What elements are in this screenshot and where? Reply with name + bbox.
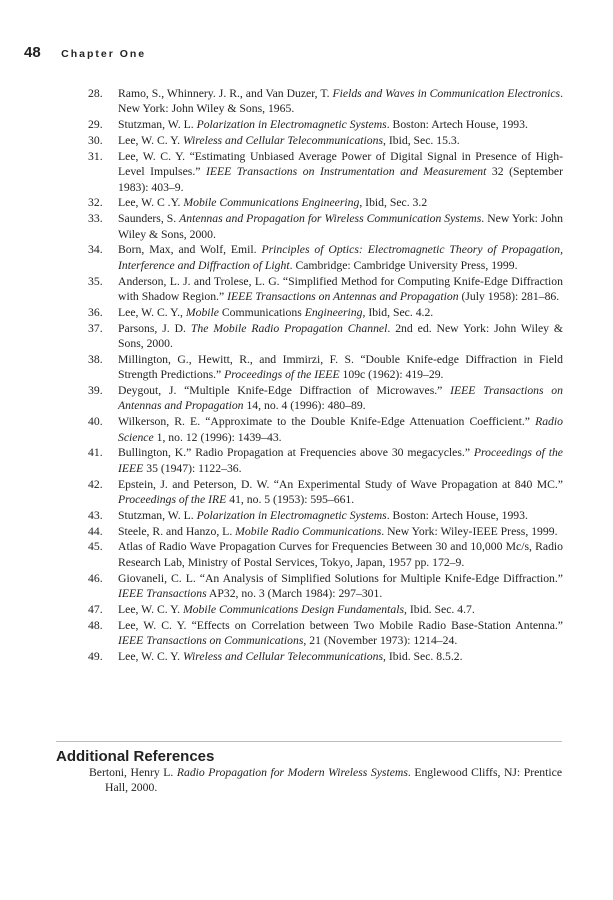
reference-text: Lee, W. C. Y. “Estimating Unbiased Average Power of Digital Signal in Presence of High-Level Impulses.” [118, 149, 563, 179]
section-heading: Additional References [56, 748, 215, 765]
reference-title: IEEE Transactions on Communications [118, 634, 304, 648]
reference-text: , Ibid. Sec. 8.5.2. [383, 649, 463, 663]
reference-item [88, 321, 563, 352]
reference-number: 34. [88, 243, 103, 257]
reference-number: 46. [88, 571, 103, 585]
reference-number: 36. [88, 305, 103, 319]
reference-text: Atlas of Radio Wave Propagation Curves for Frequencies Between 30 and 10,000 Mc/s, Radio Research Lab, Ministry of Postal Services, Tokyo, Japan, 1957 pp. 172–9. [118, 540, 563, 569]
reference-number: 30. [88, 134, 103, 147]
reference-number: 39. [88, 384, 103, 398]
reference-text: . Cambridge: Cambridge University Press, 1999. [289, 258, 518, 272]
reference-number: 31. [88, 149, 103, 163]
reference-list [88, 86, 563, 665]
additional-reference-item [89, 765, 562, 796]
reference-text: 35 (1947): 1122–36. [143, 461, 242, 475]
reference-title: Wireless and Cellular Telecommunications [182, 649, 384, 663]
additional-reference-list [56, 765, 562, 796]
reference-text: Lee, W. C. Y., [118, 305, 186, 319]
reference-title: Engineering [304, 305, 363, 319]
reference-item [88, 524, 563, 539]
reference-title: Mobile [185, 305, 219, 319]
reference-number: 48. [88, 618, 103, 632]
reference-title: Mobile Communications Design Fundamentals [182, 602, 405, 616]
reference-title: Fields and Waves in Communication Electronics [332, 87, 561, 100]
reference-text: . 2nd ed. New York: John Wiley & Sons, 2000. [118, 321, 563, 351]
reference-text: . New York: John Wiley & Sons, 1965. [118, 87, 563, 116]
chapter-title: Chapter One [61, 48, 147, 60]
reference-item [88, 149, 563, 195]
reference-text: Lee, W. C. Y. [118, 134, 183, 147]
reference-text: 32 (September 1983): 403–9. [118, 165, 563, 194]
reference-text: . Englewood Cliffs, NJ: Prentice Hall, 2000. [105, 766, 563, 795]
reference-number: 41. [88, 446, 103, 460]
page-header [24, 44, 146, 62]
reference-number: 29. [88, 118, 103, 132]
reference-text: . New York: Wiley-IEEE Press, 1999. [381, 524, 558, 538]
reference-text: . Boston: Artech House, 1993. [386, 118, 528, 132]
reference-text: Bullington, K.” Radio Propagation at Frequencies above 30 megacycles.” [118, 446, 474, 460]
reference-text: Lee, W. C. Y. [118, 602, 183, 616]
reference-text: Parsons, J. D. [118, 321, 191, 335]
reference-text: 109c (1962): 419–29. [339, 368, 444, 382]
reference-item [88, 117, 563, 132]
reference-item [88, 602, 563, 617]
reference-title: IEEE Transactions [118, 587, 207, 601]
reference-item [88, 305, 563, 320]
reference-text: Steele, R. and Hanzo, L. [118, 524, 236, 538]
reference-text: Anderson, L. J. and Trolese, L. G. “Simplified Method for Computing Knife-Edge Diffraction with Shadow Region.” [118, 274, 563, 304]
reference-item [88, 383, 563, 414]
reference-text: Millington, G., Hewitt, R., and Immirzi, F. S. “Double Knife-edge Diffraction in Field Strength Predictions.” [118, 352, 563, 382]
reference-text: . New York: John Wiley & Sons, 2000. [118, 212, 563, 241]
reference-number: 38. [88, 352, 103, 366]
reference-item [88, 352, 563, 383]
reference-title: Radio Propagation for Modern Wireless Systems [176, 766, 408, 779]
reference-title: Polarization in Electromagnetic Systems [196, 508, 387, 522]
reference-text: . Boston: Artech House, 1993. [386, 508, 528, 522]
reference-item [88, 445, 563, 476]
reference-text: Stutzman, W. L. [118, 508, 197, 522]
reference-text: Born, Max, and Wolf, Emil. [118, 243, 262, 257]
reference-item [88, 414, 563, 445]
reference-text: Lee, W. C .Y. [118, 196, 184, 210]
reference-number: 28. [88, 87, 103, 100]
reference-title: Mobile Communications Engineering [183, 196, 360, 210]
reference-text: , Ibid, Sec. 3.2 [359, 196, 428, 210]
section-divider [56, 741, 562, 742]
reference-number: 49. [88, 649, 103, 663]
reference-text: , Ibid, Sec. 4.2. [362, 305, 434, 319]
reference-text: (July 1958): 281–86. [458, 290, 560, 304]
reference-text: 41, no. 5 (1953): 595–661. [226, 493, 355, 507]
reference-item [88, 86, 563, 117]
reference-text: , 21 (November 1973): 1214–24. [303, 634, 458, 648]
page-number: 48 [24, 44, 41, 61]
reference-text: Stutzman, W. L. [118, 118, 197, 132]
reference-text: 1, no. 12 (1996): 1439–43. [153, 430, 282, 444]
reference-item [88, 274, 563, 305]
reference-title: Principles of Optics: Electromagnetic Theory of Propagation, Interference and Diffraction of Light [118, 243, 564, 272]
reference-text: Deygout, J. “Multiple Knife-Edge Diffraction of Microwaves.” [118, 384, 451, 398]
reference-number: 40. [88, 415, 103, 429]
reference-item [88, 571, 563, 602]
reference-title: IEEE Transactions on Instrumentation and Measurement [205, 165, 487, 179]
reference-title: IEEE Transactions on Antennas and Propagation [227, 290, 459, 304]
reference-item [88, 477, 563, 508]
reference-title: Radio Science [118, 415, 563, 444]
reference-title: Proceedings of the IEEE [118, 446, 563, 475]
reference-title: The Mobile Radio Propagation Channel [190, 321, 388, 335]
reference-number: 44. [88, 524, 103, 538]
reference-number: 33. [88, 212, 103, 226]
reference-number: 47. [88, 602, 103, 616]
reference-number: 32. [88, 196, 103, 210]
reference-text: Wilkerson, R. E. “Approximate to the Double Knife-Edge Attenuation Coefficient.” [118, 415, 536, 429]
reference-text: Lee, W. C. Y. [118, 649, 183, 663]
reference-item [88, 539, 563, 570]
reference-item [88, 508, 563, 523]
reference-text: Giovaneli, C. L. “An Analysis of Simplified Solutions for Multiple Knife-Edge Diffraction.” [118, 571, 563, 585]
reference-number: 42. [88, 477, 103, 491]
reference-text: Ramo, S., Whinnery. J. R., and Van Duzer, T. [118, 87, 333, 100]
additional-references-section [56, 741, 562, 796]
reference-text: 14, no. 4 (1996): 480–89. [243, 399, 366, 413]
reference-title: IEEE Transactions on Antennas and Propagation [118, 384, 563, 413]
reference-item [88, 211, 563, 242]
reference-title: Proceedings of the IRE [118, 493, 227, 507]
reference-item [88, 195, 563, 210]
reference-item [88, 242, 563, 273]
reference-title: Wireless and Cellular Telecommunications [182, 134, 384, 147]
reference-text: , Ibid, Sec. 15.3. [383, 134, 460, 147]
reference-title: Polarization in Electromagnetic Systems [196, 118, 387, 132]
reference-text: , Ibid. Sec. 4.7. [404, 602, 475, 616]
reference-item [88, 649, 563, 664]
reference-title: Mobile Radio Communications [235, 524, 382, 538]
reference-text: Epstein, J. and Peterson, D. W. “An Experimental Study of Wave Propagation at 840 MC.” [118, 477, 563, 491]
reference-number: 37. [88, 321, 103, 335]
reference-text: Lee, W. C. Y. “Effects on Correlation between Two Mobile Radio Base-Station Antenna.” [118, 618, 563, 632]
reference-title: Antennas and Propagation for Wireless Communication Systems [179, 212, 482, 226]
reference-text: Saunders, S. [118, 212, 180, 226]
reference-text: Bertoni, Henry L. [89, 766, 177, 779]
reference-number: 43. [88, 508, 103, 522]
reference-number: 45. [88, 540, 103, 554]
reference-text: AP32, no. 3 (March 1984): 297–301. [206, 587, 383, 601]
reference-item [88, 618, 563, 649]
reference-item [88, 133, 563, 148]
reference-number: 35. [88, 274, 103, 288]
reference-text: Communications [218, 305, 305, 319]
reference-title: Proceedings of the IEEE [224, 368, 340, 382]
